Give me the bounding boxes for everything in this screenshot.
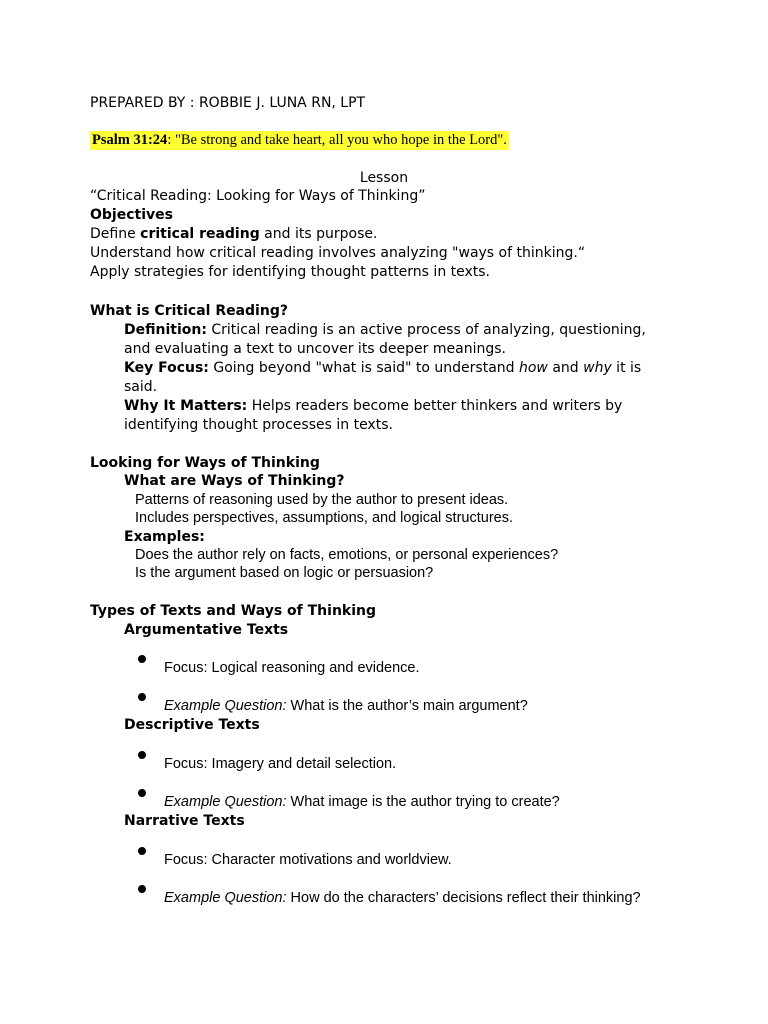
text-type-descriptive: Descriptive Texts — [124, 717, 260, 733]
objective-term: critical reading — [140, 226, 260, 242]
example-question-label: Example Question: — [164, 890, 287, 906]
why-it-matters-line — [124, 397, 622, 415]
section-heading-ways: Looking for Ways of Thinking — [90, 455, 320, 471]
key-focus-line — [124, 359, 641, 377]
bullet-icon — [138, 655, 146, 663]
definition-line — [124, 321, 646, 339]
verse-highlight — [90, 131, 509, 150]
focus-line: Focus: Character motivations and worldview. — [164, 852, 452, 868]
verse-reference: Psalm 31:24 — [92, 132, 168, 148]
subheading-ways: What are Ways of Thinking? — [124, 473, 345, 489]
example-question-text: What image is the author trying to create? — [286, 794, 560, 810]
key-focus-text: it is — [611, 360, 642, 376]
bullet-icon — [138, 847, 146, 855]
example-question-line — [164, 697, 528, 715]
examples-label: Examples: — [124, 529, 205, 545]
example-question-label: Example Question: — [164, 794, 287, 810]
why-it-matters-text: Helps readers become better thinkers and writers by — [247, 398, 623, 414]
ways-line: Includes perspectives, assumptions, and logical structures. — [135, 510, 513, 526]
objective-item: Understand how critical reading involves analyzing "ways of thinking.“ — [90, 245, 586, 261]
definition-label: Definition: — [124, 322, 207, 338]
example-question-label: Example Question: — [164, 698, 287, 714]
verse-line — [90, 131, 509, 149]
objectives-heading: Objectives — [90, 207, 173, 223]
key-focus-text: Going beyond "what is said" to understand — [208, 360, 519, 376]
example-line: Is the argument based on logic or persuasion? — [135, 565, 434, 581]
objective-text: Define — [90, 226, 141, 242]
focus-line: Focus: Logical reasoning and evidence. — [164, 660, 420, 676]
section-heading-types: Types of Texts and Ways of Thinking — [90, 603, 377, 619]
definition-text: Critical reading is an active process of analyzing, questioning, — [206, 322, 646, 338]
bullet-icon — [138, 885, 146, 893]
example-question-text: How do the characters’ decisions reflect their thinking? — [286, 890, 641, 906]
lesson-title: “Critical Reading: Looking for Ways of Thinking” — [90, 188, 426, 204]
bullet-icon — [138, 789, 146, 797]
why-it-matters-label: Why It Matters: — [124, 398, 248, 414]
bullet-icon — [138, 751, 146, 759]
why-it-matters-line: identifying thought processes in texts. — [124, 417, 393, 433]
key-focus-text: and — [547, 360, 584, 376]
objective-item: Apply strategies for identifying thought patterns in texts. — [90, 264, 491, 280]
text-type-argumentative: Argumentative Texts — [124, 622, 289, 638]
example-question-line — [164, 889, 641, 907]
focus-line: Focus: Imagery and detail selection. — [164, 756, 397, 772]
example-line: Does the author rely on facts, emotions, or personal experiences? — [135, 547, 559, 563]
prepared-by: PREPARED BY : ROBBIE J. LUNA RN, LPT — [90, 95, 366, 111]
key-focus-line: said. — [124, 379, 158, 395]
key-focus-how: how — [518, 360, 548, 376]
example-question-line — [164, 793, 560, 811]
objective-text: and its purpose. — [259, 226, 378, 242]
section-heading-what-is: What is Critical Reading? — [90, 303, 288, 319]
lesson-label: Lesson — [359, 170, 409, 186]
objective-item — [90, 225, 377, 243]
example-question-text: What is the author’s main argument? — [286, 698, 528, 714]
key-focus-why: why — [583, 360, 612, 376]
verse-text: : "Be strong and take heart, all you who hope in the Lord". — [167, 132, 507, 148]
text-type-narrative: Narrative Texts — [124, 813, 245, 829]
definition-line: and evaluating a text to uncover its deeper meanings. — [124, 341, 506, 357]
ways-line: Patterns of reasoning used by the author to present ideas. — [135, 492, 509, 508]
bullet-icon — [138, 693, 146, 701]
key-focus-label: Key Focus: — [124, 360, 209, 376]
